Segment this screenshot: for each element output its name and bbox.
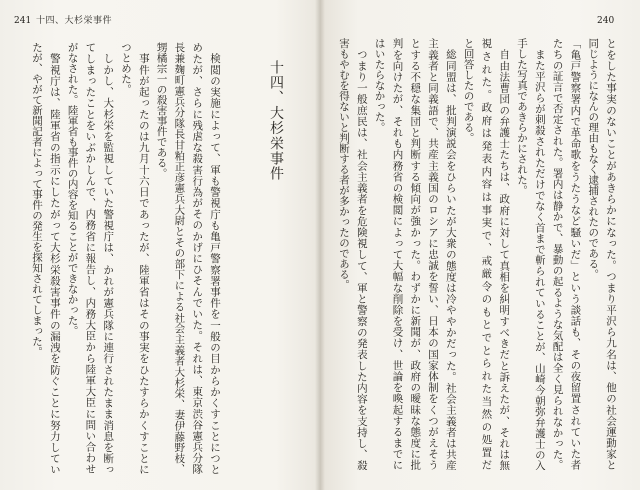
body-text-line: てしまったことをいぶかしんで、内務省に報告し、内務大臣から陸軍大臣に問い合わせ <box>84 42 97 474</box>
body-text-line: 警視庁は、陸軍省の指示にしたがって大杉栄殺害事件の漏洩を防ぐことに努力してい <box>48 52 61 474</box>
body-text-line: 事件が起ったのは九月十六日であったが、陸軍省はその事実をひたすらかくすことに <box>137 52 150 474</box>
body-text-line: めたが、さらに残虐な殺害行為がそのかげにひそんでいた。それは、東京渋谷憲兵分隊 <box>191 42 204 474</box>
body-text-line: 検閲の実施によって、軍も警視庁も亀戸警察署事件を一般の目からかくすことにつと <box>209 52 221 474</box>
left-page-number: 241 <box>14 16 32 26</box>
body-text-line: はいたらなかった。 <box>373 38 386 133</box>
body-text-line: がなされた。陸軍省も事件の内容を知ることができなかった。 <box>66 42 79 336</box>
body-text-line: とする不穏な集団と判断する傾向が強かった。わずかに新聞が、政府の曖昧な態度に批 <box>409 38 422 470</box>
body-text-line: 同じようになんの理由もなく逮捕されたのである。 <box>587 38 600 280</box>
body-text-line: つまり一般庶民は、社会主義者を危険視して、軍と警察の発表した内容を支持し、殺 <box>355 48 368 470</box>
body-text-line: 主義者と同義語で、共産主義国のロシアに忠誠を誓い、日本の国家体制をくつがえそう <box>427 38 440 470</box>
body-text-line: また平沢らが刺殺されただけでなく首まで斬られていることが、山崎今朝弥弁護士の入 <box>533 48 546 470</box>
body-text-line: 自由法曹団の弁護士たちは、政府に対して真相を糾明すべきだと訴えたが、それは無 <box>498 48 511 470</box>
body-text-line: たが、やがて新聞記者によって事件の発生を探知されてしまった。 <box>31 42 44 357</box>
body-text-line: 「亀戸警察署内で革命歌をうたうなど騒いだ」という談話も、その夜留置されていた者 <box>569 38 582 470</box>
body-text-line: 判を向けたが、それも内務省の検閲によって大幅な削除を受け、世論を喚起するまでに <box>391 38 404 470</box>
body-text-line: 視された。政府は発表内容は事実で、戒厳令のもとでとられた当然の処置だ <box>480 38 493 470</box>
body-text-line: 害もやむを得ないと判断する者が多かったのである。 <box>338 38 351 290</box>
right-page-number: 240 <box>597 16 615 26</box>
right-page-body <box>334 38 619 470</box>
body-text-line: 長兼麹町憲兵分隊長甘粕正彦憲兵大尉とその部下による社会主義者大杉栄、妻伊藤野枝、 <box>173 42 186 474</box>
body-text-line: たちの証言で否定された。署内は静かで、暴動の起るような気配は全く見られなかった。 <box>551 38 564 470</box>
body-text-line: 総同盟は、批判演説会をひらいたが大衆の態度は冷ややかだった。社会主義者は共産 <box>444 48 457 470</box>
running-head: 十四、大杉栄事件 <box>36 16 113 26</box>
page-gutter <box>315 0 325 490</box>
body-text-line: 甥橘宗一の殺害事件である。 <box>155 42 168 179</box>
body-text-line: と回答したのである。 <box>462 38 475 143</box>
body-text-line: とをした事実のないことがあきらかになった。つまり平沢ら九名は、他の社会運動家と <box>605 38 617 470</box>
left-page-body <box>27 42 223 474</box>
body-text-line: しかし、大杉栄を監視していた警視庁は、かれが憲兵隊に連行されたまま消息を断っ <box>102 52 115 474</box>
body-text-line: つとめた。 <box>120 42 133 95</box>
body-text-line: 手した写真であきらかにされた。 <box>516 38 529 196</box>
chapter-title: 十四、大杉栄事件 <box>268 60 284 182</box>
